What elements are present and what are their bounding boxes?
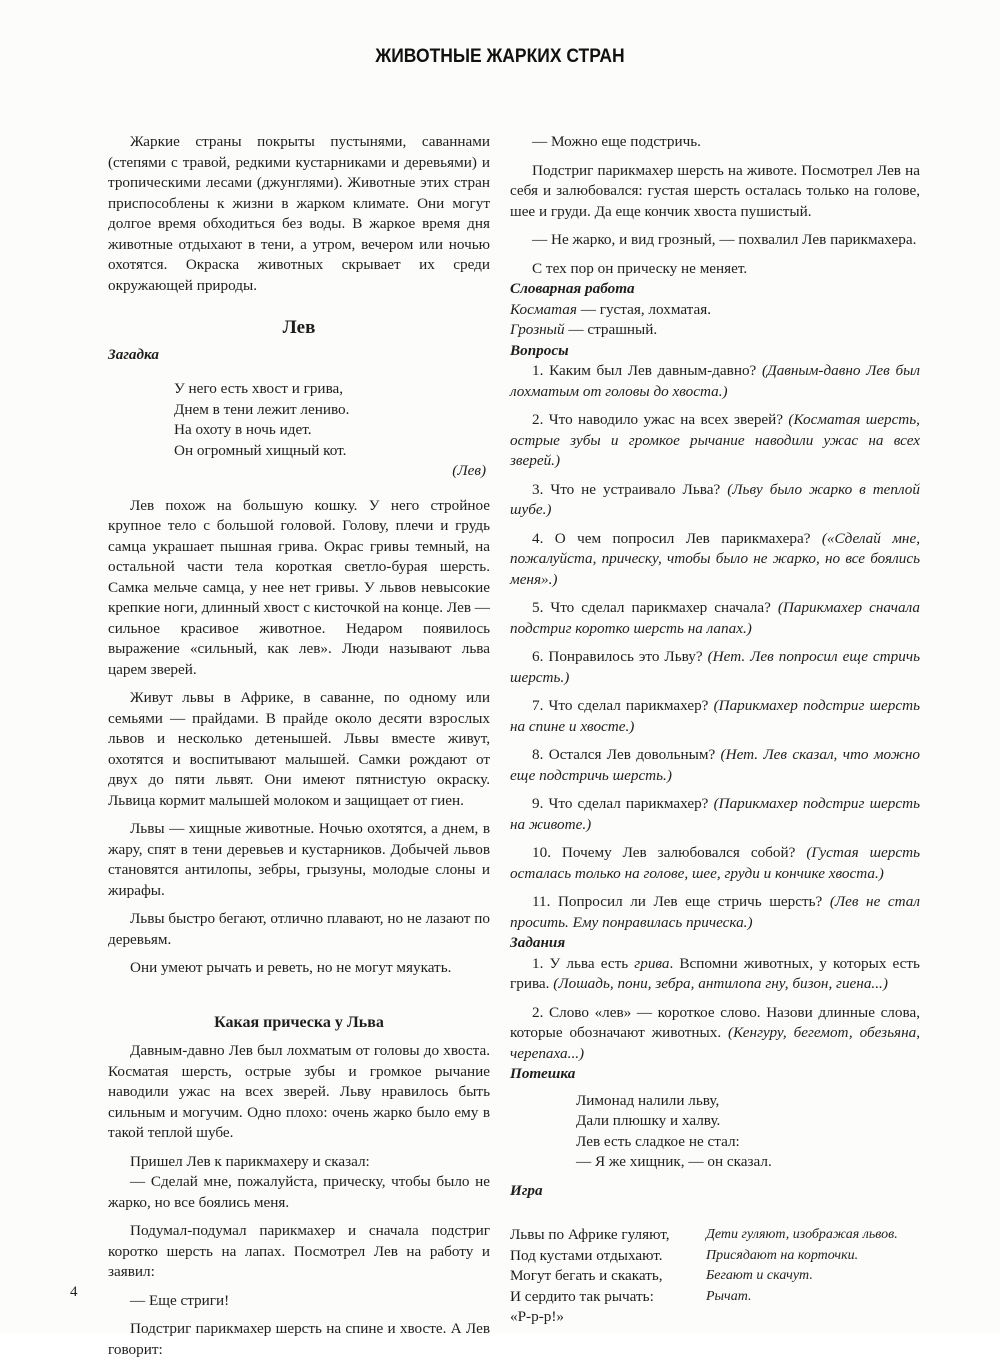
lion-paragraph: Львы — хищные животные. Ночью охотятся, а днем, в жару, спят в тени деревьев и кустарников. Добычей львов становятся антилопы, зебры, грызуны, молодые слоны и жирафы. — [108, 820, 490, 899]
task-item — [510, 1003, 920, 1065]
task-emph: грива — [634, 954, 670, 972]
vocab-word: Косматая — [510, 300, 577, 318]
question-answer: («Сделай мне, пожалуйста, прическу, чтобы было не жарко, но все боялись меня».) — [510, 529, 920, 588]
game-row — [510, 1246, 920, 1267]
question-item — [510, 892, 920, 933]
riddle-poem — [174, 379, 490, 482]
game-line: «Р-р-р!» — [510, 1308, 564, 1325]
nursery-line: — Я же хищник, — он сказал. — [576, 1153, 772, 1170]
question-item — [510, 480, 920, 521]
story-paragraph: Подумал-подумал парикмахер и сначала подстриг коротко шерсть на лапах. Посмотрел Лев на работу и заявил: — [108, 1222, 490, 1280]
game-action: Присядают на корточки. — [706, 1247, 859, 1263]
question-answer: (Давным-давно Лев был лохматым от головы до хвоста.) — [510, 362, 920, 400]
question-text: 7. Что сделал парикмахер? — [532, 697, 714, 714]
question-item — [510, 745, 920, 786]
vocab-item — [510, 320, 920, 341]
questions-label: Вопросы — [510, 341, 569, 359]
page-number: 4 — [70, 1284, 78, 1300]
task-text: 2. Слово «лев» — короткое слово. Назови длинные слова, которые обозначают животных. — [510, 1003, 920, 1041]
question-text: 6. Понравилось это Льву? — [532, 648, 708, 665]
game-row — [510, 1307, 920, 1328]
question-text: 9. Что сделал парикмахер? — [532, 795, 714, 812]
nursery-line: Лев есть сладкое не стал: — [576, 1132, 740, 1150]
lion-paragraph: Львы быстро бегают, отлично плавают, но не лазают по деревьям. — [108, 910, 490, 948]
right-column — [510, 132, 920, 1328]
question-text: 3. Что не устраивало Льва? — [532, 480, 728, 498]
question-answer: (Парикмахер подстриг шерсть на животе.) — [510, 795, 921, 833]
game-verse — [510, 1225, 920, 1328]
story-paragraph: — Сделай мне, пожалуйста, прическу, чтобы было не жарко, но все боялись меня. — [108, 1173, 490, 1211]
vocab-label: Словарная работа — [510, 280, 635, 297]
lion-heading: Лев — [282, 317, 316, 338]
nursery-line: Лимонад налили льву, — [576, 1091, 720, 1109]
question-text: 2. Что наводило ужас на всех зверей? — [532, 411, 789, 428]
game-action: Рычат. — [706, 1288, 752, 1304]
riddle-line: На охоту в ночь идет. — [174, 421, 312, 438]
game-label: Игра — [510, 1181, 543, 1199]
task-text: 1. У льва есть — [532, 954, 635, 972]
question-item — [510, 794, 920, 835]
story-continuation: — Не жарко, и вид грозный, — похвалил Лев парикмахера. — [532, 231, 917, 248]
game-row — [510, 1225, 920, 1246]
lion-paragraph: Лев похож на большую кошку. У него стройное крупное тело с большой головой. Голову, плечи и грудь самца украшает пышная грива. Окрас гривы темный, на остальной части тела короткая светло-бурая шерсть. Самка мельче самца, у нее нет гривы. У львов невысокие крепкие ноги, длинный хвост с кисточкой на конце. Лев — сильное красивое животное. Недаром появилось выражение «сильный, как лев». Люди называют льва царем зверей. — [108, 496, 490, 678]
nursery-label: Потешка — [510, 1065, 576, 1082]
question-text: 4. О чем попросил Лев парикмахера? — [532, 529, 822, 547]
lion-paragraph: Живут львы в Африке, в саванне, по одному или семьями — прайдами. В прайде около десяти взрослых львов и несколько детенышей. Львы вместе живут, охотятся и воспитывают малышей. Самки рождают от двух до пяти львят. Они имеют пятнистую окраску. Львица кормит малышей молоком и защищает от гиен. — [108, 689, 490, 809]
story-paragraph: Подстриг парикмахер шерсть на спине и хвосте. А Лев говорит: — [108, 1320, 490, 1358]
riddle-label: Загадка — [108, 345, 159, 363]
question-answer: (Льву было жарко в теплой шубе.) — [510, 480, 920, 518]
tasks-label: Задания — [510, 934, 566, 951]
question-item — [510, 598, 920, 639]
question-answer: (Парикмахер сначала подстриг коротко шерсть на лапах.) — [510, 599, 920, 637]
intro-paragraph: Жаркие страны покрыты пустынями, саваннами (степями с травой, редкими кустарниками и деревьями) и тропическими лесами (джунглями). Животные этих стран приспособлены к жизни в жарком климате. Они могут долгое время обходиться без воды. В жаркое время дня животные отдыхают в тени, а утром, вечером или ночью охотятся. Окраска животных скрывает их среди окружающей природы. — [108, 133, 490, 294]
game-line: И сердито так рычать: — [510, 1287, 654, 1305]
task-item — [510, 954, 920, 995]
question-text: 8. Остался Лев довольным? — [532, 746, 721, 763]
game-line: Львы по Африке гуляют, — [510, 1226, 670, 1243]
question-item — [510, 843, 920, 884]
page-title: ЖИВОТНЫЕ ЖАРКИХ СТРАН — [375, 46, 625, 67]
question-answer: (Лев не стал просить. Ему понравилась прическа.) — [510, 893, 920, 931]
left-column — [108, 132, 490, 1360]
question-answer: (Нет. Лев попросил еще стричь шерсть.) — [510, 648, 920, 686]
game-action: Дети гуляют, изображая львов. — [706, 1227, 898, 1242]
question-text: 1. Каким был Лев давным-давно? — [532, 362, 762, 379]
riddle-line: Он огромный хищный кот. — [174, 441, 347, 459]
riddle-line: Днем в тени лежит лениво. — [174, 400, 350, 418]
vocab-def: — страшный. — [564, 321, 658, 338]
task-text: . Вспомни животных, у которых есть грива. — [510, 954, 920, 992]
question-text: 5. Что сделал парикмахер сначала? — [532, 599, 778, 616]
nursery-poem — [576, 1091, 920, 1173]
question-answer: (Густая шерсть осталась только на голове, шее, груди и кончике хвоста.) — [510, 844, 920, 882]
question-item — [510, 410, 920, 472]
game-row — [510, 1287, 920, 1308]
vocab-def: — густая, лохматая. — [576, 300, 712, 318]
story-continuation: Подстриг парикмахер шерсть на животе. Посмотрел Лев на себя и залюбовался: густая шерсть осталась только на голове, шее и груди. Да еще кончик хвоста пушистый. — [510, 161, 920, 220]
task-answer: (Кенгуру, бегемот, обезьяна, черепаха...) — [510, 1024, 920, 1062]
game-line: Под кустами отдыхают. — [510, 1246, 663, 1264]
riddle-line: У него есть хвост и грива, — [174, 380, 344, 397]
question-item — [510, 696, 920, 737]
riddle-answer: (Лев) — [452, 462, 486, 479]
question-text: 10. Почему Лев залюбовался собой? — [532, 844, 807, 861]
story-continuation: — Можно еще подстричь. — [532, 133, 701, 150]
lion-paragraph: Они умеют рычать и реветь, но не могут мяукать. — [130, 959, 452, 976]
nursery-line: Дали плюшку и халву. — [576, 1112, 721, 1129]
story-paragraph: — Еще стриги! — [130, 1291, 230, 1309]
task-answer: (Лошадь, пони, зебра, антилопа гну, бизон, гиена...) — [553, 975, 888, 992]
question-text: 11. Попросил ли Лев еще стричь шерсть? — [532, 893, 830, 910]
question-item — [510, 647, 920, 688]
story-paragraph: Давным-давно Лев был лохматым от головы до хвоста. Косматая шерсть, острые зубы и громкое рычание наводили ужас на всех зверей. Льву нравилось быть сильным и могучим. Одно плохо: очень жарко было ему в такой теплой шубе. — [108, 1042, 490, 1141]
game-action: Бегают и скачут. — [706, 1268, 813, 1283]
question-answer: (Косматая шерсть, острые зубы и громкое рычание наводили ужас на всех зверей.) — [510, 411, 920, 469]
story-heading: Какая прическа у Льва — [214, 1013, 384, 1031]
question-item — [510, 529, 920, 591]
story-paragraph: Пришел Лев к парикмахеру и сказал: — [130, 1152, 370, 1170]
vocab-item — [510, 300, 920, 321]
vocab-word: Грозный — [510, 321, 565, 338]
game-row — [510, 1266, 920, 1287]
question-answer: (Нет. Лев сказал, что можно еще подстричь шерсть.) — [510, 746, 921, 784]
story-continuation: С тех пор он прическу не меняет. — [532, 259, 748, 277]
question-answer: (Парикмахер подстриг шерсть на спине и хвосте.) — [510, 697, 921, 735]
question-item — [510, 361, 920, 402]
game-line: Могут бегать и скакать, — [510, 1267, 663, 1284]
